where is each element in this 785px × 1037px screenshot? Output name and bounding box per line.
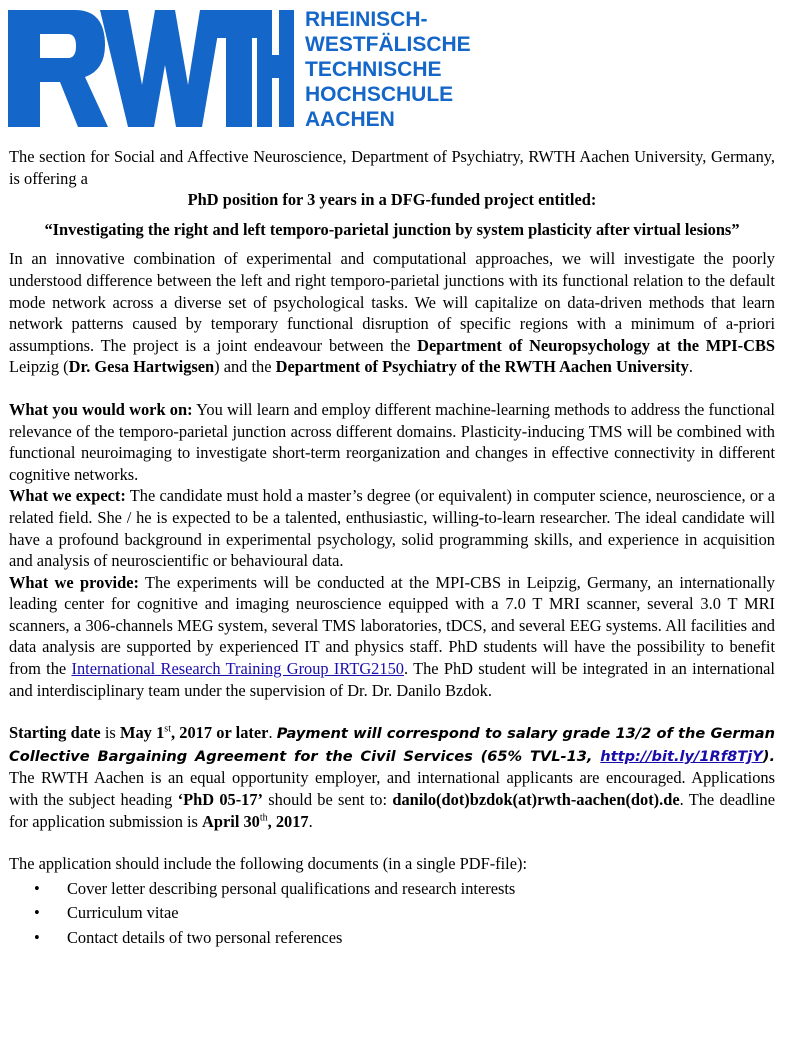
bold-text: What we expect: [9, 486, 126, 506]
paragraph [9, 572, 775, 702]
bold-text: April 30 [202, 811, 260, 831]
required-documents-list [9, 877, 775, 951]
bold-text: Dr. Gesa Hartwigsen [68, 357, 215, 377]
text: The application should include the following documents (in a single PDF-file): [9, 854, 528, 874]
paragraph [9, 219, 775, 241]
spacer [9, 832, 775, 853]
text: is [100, 723, 121, 743]
paragraph [9, 722, 775, 832]
link[interactable]: http://bit.ly/1Rf8TjY [600, 747, 763, 765]
text: The RWTH Aachen is an equal opportunity employer, and international applicants are encouraged. Applications with the subject heading [9, 768, 775, 810]
text: “Investigating the right and left temporo-parietal junction by system plasticity after virtual lesions” [44, 219, 740, 239]
posting-body [9, 146, 775, 875]
logo-line: TECHNISCHE [305, 58, 442, 81]
list-item: • Cover letter describing personal qualifications and research interests [67, 877, 775, 902]
text: Leipzig ( [9, 357, 69, 377]
text: The section for Social and Affective Neuroscience, Department of Psychiatry, RWTH Aachen University, Germany, is offering a [9, 147, 775, 188]
spacer [9, 211, 775, 219]
bold-text: What you would work on: [9, 399, 193, 419]
text: . [688, 357, 693, 377]
logo-line: WESTFÄLISCHE [305, 33, 471, 56]
logo-line: RHEINISCH- [305, 8, 428, 31]
text: . The PhD student will be integrated in an international and interdisciplinary team under the supervision of Dr. Dr. Danilo Bzdok. [9, 659, 775, 700]
text: . [268, 723, 277, 743]
text: . The deadline for application submission is [9, 790, 775, 831]
logo-line: AACHEN [305, 108, 395, 131]
bold-text: May 1 [120, 723, 165, 743]
logo-letter-t [215, 10, 262, 127]
logo-letter-h [257, 10, 294, 127]
link[interactable]: International Research Training Group IRTG2150 [71, 659, 404, 679]
text: The candidate must hold a master’s degree (or equivalent) in computer science, neuroscience, or a related field. She / he is expected to be a talented, enthusiastic, willing-to-learn researcher. The ideal candidate will have a profound background in experimental psychology, solid programming skills, and experience in acquisition and analysis of neuroscientific or behavioural data. [9, 486, 775, 571]
paragraph [9, 485, 775, 571]
bold-text: ‘PhD 05-17’ [177, 790, 264, 810]
paragraph [9, 399, 775, 485]
logo-mark [8, 10, 294, 127]
bold-text: Starting date [9, 723, 101, 743]
text: st [164, 723, 171, 735]
text: . [308, 811, 313, 831]
paragraph [9, 248, 775, 378]
logo-letter-w [100, 10, 222, 127]
bold-text: , 2017 or later [170, 723, 269, 743]
text: PhD position for 3 years in a DFG-funded project entitled: [187, 190, 597, 210]
spacer [9, 701, 775, 722]
text: ) and the [214, 357, 276, 377]
paragraph [9, 146, 775, 189]
spacer [9, 240, 775, 248]
paragraph [9, 189, 775, 211]
bold-text: , 2017 [267, 811, 309, 831]
spacer [9, 378, 775, 399]
rwth-logo [0, 0, 785, 135]
text: The experiments will be conducted at the MPI-CBS in Leipzig, Germany, an internationally leading center for cognitive and imaging neuroscience equipped with a 7.0 T MRI scanner, several 3.0 T MRI scanners, a 306-channels MEG system, several TMS laboratories, tDCS, and several EEG systems. All facilities and data analysis are supported by experienced IT and physics staff. PhD students will have the possibility to benefit from the [9, 572, 775, 679]
bold-text: danilo(dot)bzdok(at)rwth-aachen(dot).de [392, 790, 680, 810]
text: In an innovative combination of experimental and computational approaches, we will investigate the poorly understood difference between the left and right temporo-parietal junctions with its functional relation to the default mode network across a diverse set of psychological tasks. We will capitalize on data-driven methods that learn network patterns caused by temporary functional disruption of specific regions with a minimum of a-priori assumptions. The project is a joint endeavour between the [9, 249, 775, 355]
text: Payment will correspond to salary grade 13/2 of the German Collective Bargaining Agreement for the Civil Services (65% TVL-13, [9, 725, 776, 765]
text: You will learn and employ different machine-learning methods to address the functional relevance of the temporo-parietal junction across different domains. Plasticity-inducing TMS will be combined with functional neuroimaging to investigate short-term reorganization and changes in effective connectivity in different cognitive networks. [9, 399, 775, 484]
paragraph [9, 853, 775, 875]
list-item: • Curriculum vitae [67, 901, 775, 926]
logo-line: HOCHSCHULE [305, 83, 454, 106]
text: ). [762, 747, 775, 765]
logo-letter-r [8, 10, 108, 127]
text: should be sent to: [263, 790, 393, 810]
job-posting [9, 146, 775, 950]
bold-text: What we provide: [9, 572, 139, 592]
text: th [259, 812, 268, 824]
list-item: • Contact details of two personal references [67, 926, 775, 951]
bold-text: Department of Psychiatry of the RWTH Aachen University [275, 357, 689, 377]
bold-text: Department of Neuropsychology at the MPI-CBS [417, 335, 775, 355]
